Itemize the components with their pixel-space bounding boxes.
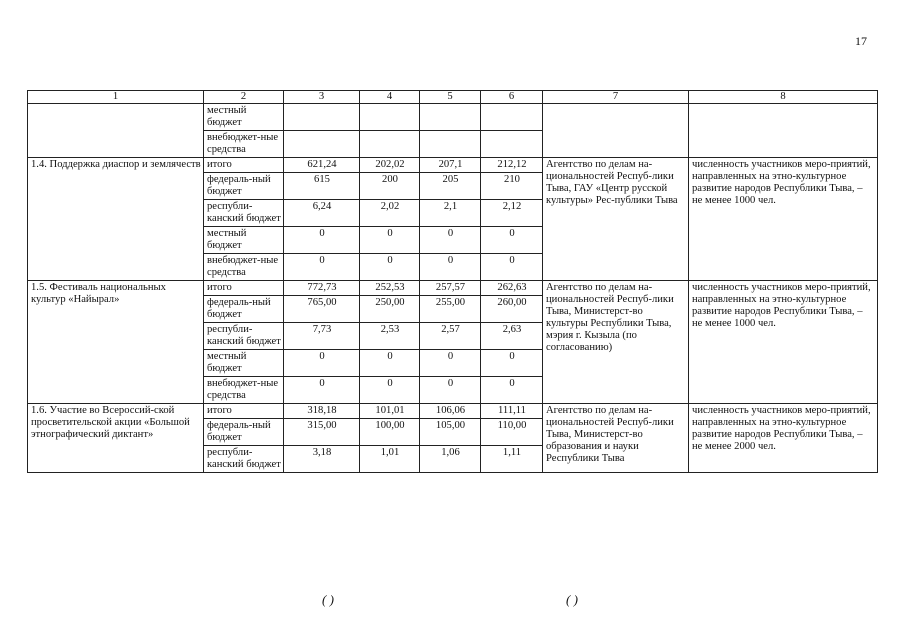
amount-cell <box>284 131 360 158</box>
header-cell: 5 <box>420 91 481 104</box>
amount-cell: 212,12 <box>481 158 543 173</box>
executor-cell: Агентство по делам на-циональностей Респуб-лики Тыва, Министерст-во культуры Республики Тыва, мэрия г. Кызыла (по согласованию) <box>543 281 689 404</box>
amount-cell: 0 <box>481 377 543 404</box>
amount-cell: 318,18 <box>284 404 360 419</box>
amount-cell: 0 <box>481 350 543 377</box>
amount-cell: 0 <box>360 254 420 281</box>
header-cell: 6 <box>481 91 543 104</box>
executor-cell: Агентство по делам на-циональностей Респуб-лики Тыва, Министерст-во образования и науки Республики Тыва <box>543 404 689 473</box>
funding-source-label: итого <box>204 404 284 419</box>
funding-source-label: внебюджет-ные средства <box>204 131 284 158</box>
header-cell: 4 <box>360 91 420 104</box>
amount-cell: 210 <box>481 173 543 200</box>
amount-cell <box>360 131 420 158</box>
amount-cell: 0 <box>420 350 481 377</box>
header-cell: 8 <box>689 91 878 104</box>
amount-cell: 106,06 <box>420 404 481 419</box>
amount-cell: 105,00 <box>420 419 481 446</box>
amount-cell: 0 <box>284 254 360 281</box>
funding-source-label: федераль-ный бюджет <box>204 419 284 446</box>
amount-cell: 2,02 <box>360 200 420 227</box>
indicator-cell: численность участников меро-приятий, направленных на этно-культурное развитие народов Республики Тыва, – не менее 1000 чел. <box>689 281 878 404</box>
header-row <box>28 91 878 104</box>
funding-source-label: местный бюджет <box>204 227 284 254</box>
executor-cell <box>543 104 689 158</box>
amount-cell: 0 <box>420 377 481 404</box>
amount-cell: 2,1 <box>420 200 481 227</box>
amount-cell: 260,00 <box>481 296 543 323</box>
activity-name-cell: 1.4. Поддержка диаспор и землячеств <box>28 158 204 281</box>
amount-cell: 1,01 <box>360 446 420 473</box>
funding-source-label: федераль-ный бюджет <box>204 173 284 200</box>
activity-name-cell: 1.5. Фестиваль национальных культур «Найырал» <box>28 281 204 404</box>
amount-cell: 7,73 <box>284 323 360 350</box>
activity-name-cell: 1.6. Участие во Всероссий-ской просветительской акции «Большой этнографический диктант» <box>28 404 204 473</box>
amount-cell: 2,63 <box>481 323 543 350</box>
header-cell: 1 <box>28 91 204 104</box>
table-row <box>28 158 878 173</box>
amount-cell: 772,73 <box>284 281 360 296</box>
indicator-cell: численность участников меро-приятий, направленных на этно-культурное развитие народов Республики Тыва, – не менее 1000 чел. <box>689 158 878 281</box>
amount-cell: 110,00 <box>481 419 543 446</box>
amount-cell: 0 <box>284 377 360 404</box>
amount-cell: 315,00 <box>284 419 360 446</box>
section-name-cell <box>28 104 204 158</box>
funding-source-label: местный бюджет <box>204 350 284 377</box>
indicator-cell: численность участников меро-приятий, направленных на этно-культурное развитие народов Республики Тыва, – не менее 2000 чел. <box>689 404 878 473</box>
amount-cell: 6,24 <box>284 200 360 227</box>
amount-cell: 765,00 <box>284 296 360 323</box>
amount-cell: 0 <box>284 350 360 377</box>
amount-cell: 2,57 <box>420 323 481 350</box>
funding-source-label: республи-канский бюджет <box>204 323 284 350</box>
amount-cell: 255,00 <box>420 296 481 323</box>
amount-cell: 0 <box>360 350 420 377</box>
funding-source-label: внебюджет-ные средства <box>204 254 284 281</box>
amount-cell: 0 <box>481 227 543 254</box>
amount-cell: 615 <box>284 173 360 200</box>
amount-cell: 0 <box>360 377 420 404</box>
amount-cell: 0 <box>284 227 360 254</box>
funding-source-label: внебюджет-ные средства <box>204 377 284 404</box>
amount-cell: 0 <box>481 254 543 281</box>
amount-cell: 111,11 <box>481 404 543 419</box>
amount-cell: 1,11 <box>481 446 543 473</box>
amount-cell <box>481 131 543 158</box>
footer-mark: ( ) <box>322 592 334 607</box>
amount-cell: 0 <box>420 227 481 254</box>
budget-table <box>27 90 878 473</box>
footer-mark: ( ) <box>566 592 578 607</box>
amount-cell: 3,18 <box>284 446 360 473</box>
amount-cell <box>420 104 481 131</box>
executor-cell: Агентство по делам на-циональностей Респуб-лики Тыва, ГАУ «Центр русской культуры» Рес-публики Тыва <box>543 158 689 281</box>
funding-source-label: республи-канский бюджет <box>204 446 284 473</box>
header-cell: 2 <box>204 91 284 104</box>
funding-source-label: местный бюджет <box>204 104 284 131</box>
amount-cell: 0 <box>420 254 481 281</box>
amount-cell: 257,57 <box>420 281 481 296</box>
amount-cell <box>420 131 481 158</box>
table-row <box>28 104 878 131</box>
funding-source-label: итого <box>204 281 284 296</box>
funding-source-label: итого <box>204 158 284 173</box>
amount-cell: 1,06 <box>420 446 481 473</box>
amount-cell: 100,00 <box>360 419 420 446</box>
amount-cell: 252,53 <box>360 281 420 296</box>
table-row <box>28 281 878 296</box>
amount-cell: 621,24 <box>284 158 360 173</box>
amount-cell: 202,02 <box>360 158 420 173</box>
amount-cell <box>481 104 543 131</box>
amount-cell: 2,53 <box>360 323 420 350</box>
page-number: 17 <box>855 34 867 48</box>
funding-source-label: федераль-ный бюджет <box>204 296 284 323</box>
amount-cell: 2,12 <box>481 200 543 227</box>
table-row <box>28 404 878 419</box>
amount-cell <box>360 104 420 131</box>
funding-source-label: республи-канский бюджет <box>204 200 284 227</box>
amount-cell: 207,1 <box>420 158 481 173</box>
amount-cell: 0 <box>360 227 420 254</box>
indicator-cell <box>689 104 878 158</box>
amount-cell: 200 <box>360 173 420 200</box>
amount-cell: 101,01 <box>360 404 420 419</box>
amount-cell: 262,63 <box>481 281 543 296</box>
header-cell: 7 <box>543 91 689 104</box>
amount-cell <box>284 104 360 131</box>
amount-cell: 205 <box>420 173 481 200</box>
amount-cell: 250,00 <box>360 296 420 323</box>
header-cell: 3 <box>284 91 360 104</box>
